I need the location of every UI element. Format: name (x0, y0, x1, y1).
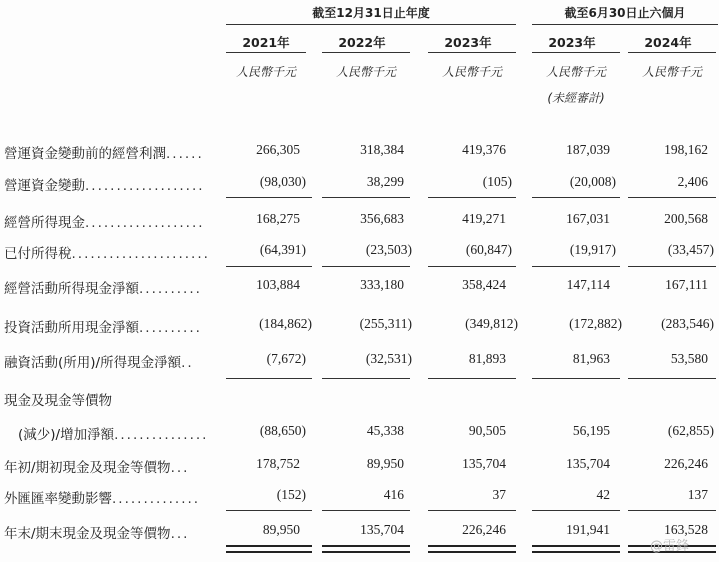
total-double-rule (532, 545, 620, 553)
cell-value: (7,672) (266, 351, 306, 366)
subtotal-rule (628, 510, 716, 511)
subtotal-rule (532, 510, 620, 511)
cell-value: (23,503) (365, 242, 412, 257)
subtotal-rule (322, 510, 410, 511)
cell-value: (98,030) (259, 174, 306, 189)
row-label: 經營活動所得現金淨額.......... (4, 281, 202, 297)
unit-label: 人民幣千元 (235, 65, 296, 79)
cell-value: 135,704 (360, 522, 404, 537)
cell-value: (62,855) (667, 423, 714, 438)
cell-value: (60,847) (465, 242, 512, 257)
row-label: 年末/期末現金及現金等價物... (4, 526, 190, 542)
cell-value: 53,580 (670, 351, 708, 366)
cell-value: 419,376 (462, 142, 506, 157)
subtotal-rule (226, 510, 312, 511)
cell-value: 167,031 (566, 211, 610, 226)
total-double-rule (428, 545, 516, 553)
total-double-rule (226, 545, 312, 553)
cell-value: (88,650) (259, 423, 306, 438)
unit-label: 人民幣千元 (545, 65, 606, 79)
cell-value: 200,568 (664, 211, 708, 226)
row-label: 年初/期初現金及現金等價物... (4, 460, 190, 476)
cell-value: 81,963 (572, 351, 610, 366)
subtotal-rule (428, 510, 516, 511)
subtotal-rule (628, 378, 716, 379)
cell-value: 89,950 (262, 522, 300, 537)
cell-value: 191,941 (566, 522, 610, 537)
cell-value: 56,195 (572, 423, 610, 438)
subtotal-rule (532, 266, 620, 267)
year-rule (226, 52, 306, 53)
year-rule (322, 52, 410, 53)
header-six-months-rule (532, 24, 718, 25)
row-label: 營運資金變動前的經營利潤...... (4, 146, 204, 162)
cell-value: 38,299 (366, 174, 404, 189)
year-rule (532, 52, 620, 53)
cell-value: 356,683 (360, 211, 404, 226)
subtotal-rule (428, 197, 516, 198)
cell-value: 135,704 (462, 456, 506, 471)
year-rule (428, 52, 516, 53)
unit-label: 人民幣千元 (641, 65, 702, 79)
cell-value: 89,950 (366, 456, 404, 471)
cell-value: (64,391) (259, 242, 306, 257)
unaudited-note: (未經審計) (547, 91, 605, 105)
subtotal-rule (322, 378, 410, 379)
row-label: 現金及現金等價物 (4, 393, 112, 409)
cell-value: 37 (492, 487, 506, 502)
cell-value: 81,893 (468, 351, 506, 366)
total-double-rule (322, 545, 410, 553)
subtotal-rule (322, 197, 410, 198)
year-2021: 2021年 (242, 35, 290, 50)
subtotal-rule (532, 197, 620, 198)
cell-value: 90,505 (468, 423, 506, 438)
unit-label: 人民幣千元 (335, 65, 396, 79)
cell-value: 147,114 (566, 277, 610, 292)
year-2023-h1: 2023年 (548, 35, 596, 50)
cell-value: 167,111 (665, 277, 708, 292)
cell-value: 266,305 (256, 142, 300, 157)
year-2024-h1: 2024年 (644, 35, 692, 50)
row-label: 營運資金變動................... (4, 178, 205, 194)
cell-value: (19,917) (569, 242, 616, 257)
cell-value: (33,457) (667, 242, 714, 257)
cell-value: 358,424 (462, 277, 506, 292)
cell-value: (32,531) (365, 351, 412, 366)
cell-value: 333,180 (360, 277, 404, 292)
cell-value: 226,246 (462, 522, 506, 537)
cell-value: (349,812) (465, 316, 518, 331)
year-2023: 2023年 (444, 35, 492, 50)
cell-value: 178,752 (256, 456, 300, 471)
unit-label: 人民幣千元 (441, 65, 502, 79)
subtotal-rule (428, 266, 516, 267)
cell-value: 168,275 (256, 211, 300, 226)
row-label: 外匯匯率變動影響.............. (4, 491, 201, 507)
cell-value: (184,862) (259, 316, 312, 331)
cell-value: (283,546) (661, 316, 714, 331)
subtotal-rule (226, 197, 312, 198)
year-2022: 2022年 (338, 35, 386, 50)
subtotal-rule (532, 378, 620, 379)
cell-value: (20,008) (569, 174, 616, 189)
cell-value: 226,246 (664, 456, 708, 471)
cell-value: 135,704 (566, 456, 610, 471)
year-rule (628, 52, 716, 53)
subtotal-rule (322, 266, 410, 267)
cell-value: 416 (383, 487, 404, 502)
cell-value: 198,162 (664, 142, 708, 157)
subtotal-rule (628, 197, 716, 198)
subtotal-rule (628, 266, 716, 267)
cell-value: 318,384 (360, 142, 404, 157)
subtotal-rule (428, 378, 516, 379)
cell-value: (105) (482, 174, 512, 189)
cell-value: 163,528 (664, 522, 708, 537)
cell-value: (152) (276, 487, 306, 502)
subtotal-rule (226, 378, 312, 379)
cell-value: (255,311) (359, 316, 412, 331)
row-label: 經營所得現金................... (4, 215, 205, 231)
cell-value: 419,271 (462, 211, 506, 226)
header-six-months: 截至6月30日止六個月 (564, 6, 686, 20)
row-label: 已付所得稅...................... (4, 246, 210, 262)
header-year-end: 截至12月31日止年度 (312, 6, 430, 20)
watermark: @雷鋒 (650, 539, 690, 554)
cell-value: 103,884 (256, 277, 300, 292)
cell-value: 2,406 (677, 174, 708, 189)
header-year-end-rule (226, 24, 516, 25)
row-label: 融資活動(所用)/所得現金淨額.. (4, 355, 194, 371)
cell-value: 137 (687, 487, 708, 502)
cell-value: 187,039 (566, 142, 610, 157)
row-label: 投資活動所用現金淨額.......... (4, 320, 202, 336)
cell-value: 42 (596, 487, 610, 502)
subtotal-rule (226, 266, 312, 267)
row-label: (減少)/增加淨額............... (18, 427, 209, 443)
cell-value: 45,338 (366, 423, 404, 438)
cell-value: (172,882) (569, 316, 622, 331)
